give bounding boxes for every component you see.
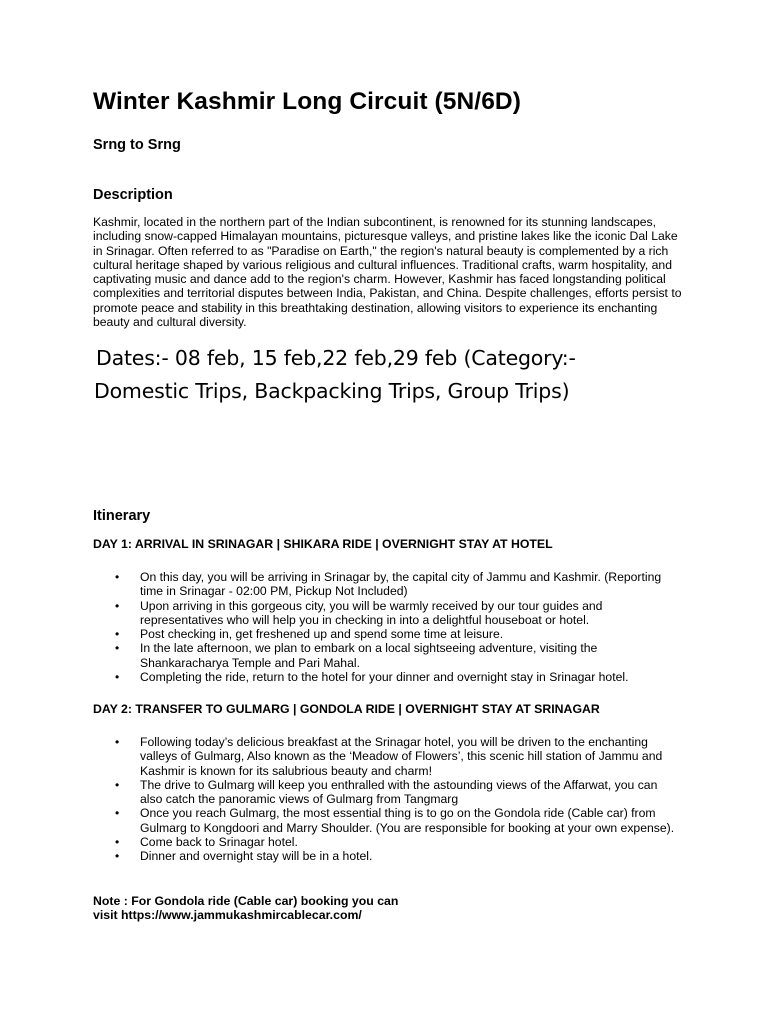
list-item bbox=[93, 778, 683, 807]
list-item bbox=[93, 835, 683, 849]
list-item bbox=[93, 849, 683, 863]
booking-note bbox=[93, 894, 398, 923]
list-item-text: Come back to Srinagar hotel. bbox=[140, 835, 298, 850]
bullet-icon: • bbox=[115, 641, 120, 656]
list-item-text: Following today’s delicious breakfast at the Srinagar hotel, you will be driven to the enchanting valleys of Gulmarg, Also known as the ‘Meadow of Flowers’, this scenic hill station of Jammu and Kashmir is known for its salubrious beauty and charm! bbox=[140, 735, 663, 778]
list-item bbox=[93, 599, 683, 628]
route-subtitle: Srng to Srng bbox=[93, 137, 181, 153]
day-2-list bbox=[93, 735, 683, 864]
list-item bbox=[93, 627, 683, 641]
bullet-icon: • bbox=[115, 627, 120, 642]
list-item-text: Upon arriving in this gorgeous city, you will be warmly received by our tour guides and representatives who will help you in checking in into a delightful houseboat or hotel. bbox=[140, 598, 603, 627]
list-item-text: Dinner and overnight stay will be in a hotel. bbox=[140, 849, 373, 864]
note-line-1: Note : For Gondola ride (Cable car) booking you can bbox=[93, 894, 399, 908]
bullet-icon: • bbox=[115, 598, 120, 613]
list-item-text: On this day, you will be arriving in Srinagar by, the capital city of Jammu and Kashmir. (Reporting time in Srinagar - 02:00 PM, Pickup Not Included) bbox=[140, 570, 662, 599]
bullet-icon: • bbox=[115, 835, 120, 850]
list-item-text: Once you reach Gulmarg, the most essential thing is to go on the Gondola ride (Cable car) from Gulmarg to Kongdoori and Marry Shoulder. (You are responsible for booking at your own expense). bbox=[140, 806, 675, 835]
day-1-title: DAY 1: ARRIVAL IN SRINAGAR | SHIKARA RIDE | OVERNIGHT STAY AT HOTEL bbox=[93, 537, 553, 551]
bullet-icon: • bbox=[115, 777, 120, 792]
list-item bbox=[93, 641, 683, 670]
list-item-text: In the late afternoon, we plan to embark on a local sightseeing adventure, visiting the Shankaracharya Temple and Pari Mahal. bbox=[140, 641, 598, 670]
itinerary-heading: Itinerary bbox=[93, 508, 151, 524]
dates-block bbox=[94, 342, 694, 408]
description-paragraph: Kashmir, located in the northern part of the Indian subcontinent, is renowned for its stunning landscapes, including snow-capped Himalayan mountains, picturesque valleys, and pristine lakes like the iconic Dal Lake in Srinagar. Often referred to as "Paradise on Earth," the region's natural beauty is complemented by a rich cultural heritage shaped by various religious and cultural influences. Traditional crafts, warm hospitality, and captivating music and dance add to the region's charm. However, Kashmir has faced longstanding political complexities and territorial disputes between India, Pakistan, and China. Despite challenges, efforts persist to promote peace and stability in this breathtaking destination, allowing visitors to experience its enchanting beauty and cultural diversity. bbox=[93, 215, 682, 330]
bullet-icon: • bbox=[115, 806, 120, 821]
list-item bbox=[93, 735, 683, 778]
dates-line-2: Domestic Trips, Backpacking Trips, Group Trips) bbox=[94, 379, 570, 403]
bullet-icon: • bbox=[115, 849, 120, 864]
list-item-text: The drive to Gulmarg will keep you enthralled with the astounding views of the Affarwat, you can also catch the panoramic views of Gulmarg from Tangmarg bbox=[140, 777, 658, 807]
list-item-text: Completing the ride, return to the hotel for your dinner and overnight stay in Srinagar hotel. bbox=[140, 670, 629, 685]
note-link-line: visit https://www.jammukashmircablecar.com/ bbox=[93, 908, 362, 923]
list-item bbox=[93, 570, 683, 599]
bullet-icon: • bbox=[115, 570, 120, 584]
description-heading: Description bbox=[93, 187, 173, 203]
list-item-text: Post checking in, get freshened up and spend some time at leisure. bbox=[140, 627, 504, 642]
page-title: Winter Kashmir Long Circuit (5N/6D) bbox=[93, 88, 521, 115]
day-1-list bbox=[93, 570, 683, 684]
day-2-title: DAY 2: TRANSFER TO GULMARG | GONDOLA RIDE | OVERNIGHT STAY AT SRINAGAR bbox=[93, 702, 600, 716]
bullet-icon: • bbox=[115, 670, 120, 685]
bullet-icon: • bbox=[115, 735, 120, 749]
list-item bbox=[93, 670, 683, 684]
dates-line-1: Dates:- 08 feb, 15 feb,22 feb,29 feb (Category:- bbox=[96, 346, 576, 370]
list-item bbox=[93, 806, 683, 835]
